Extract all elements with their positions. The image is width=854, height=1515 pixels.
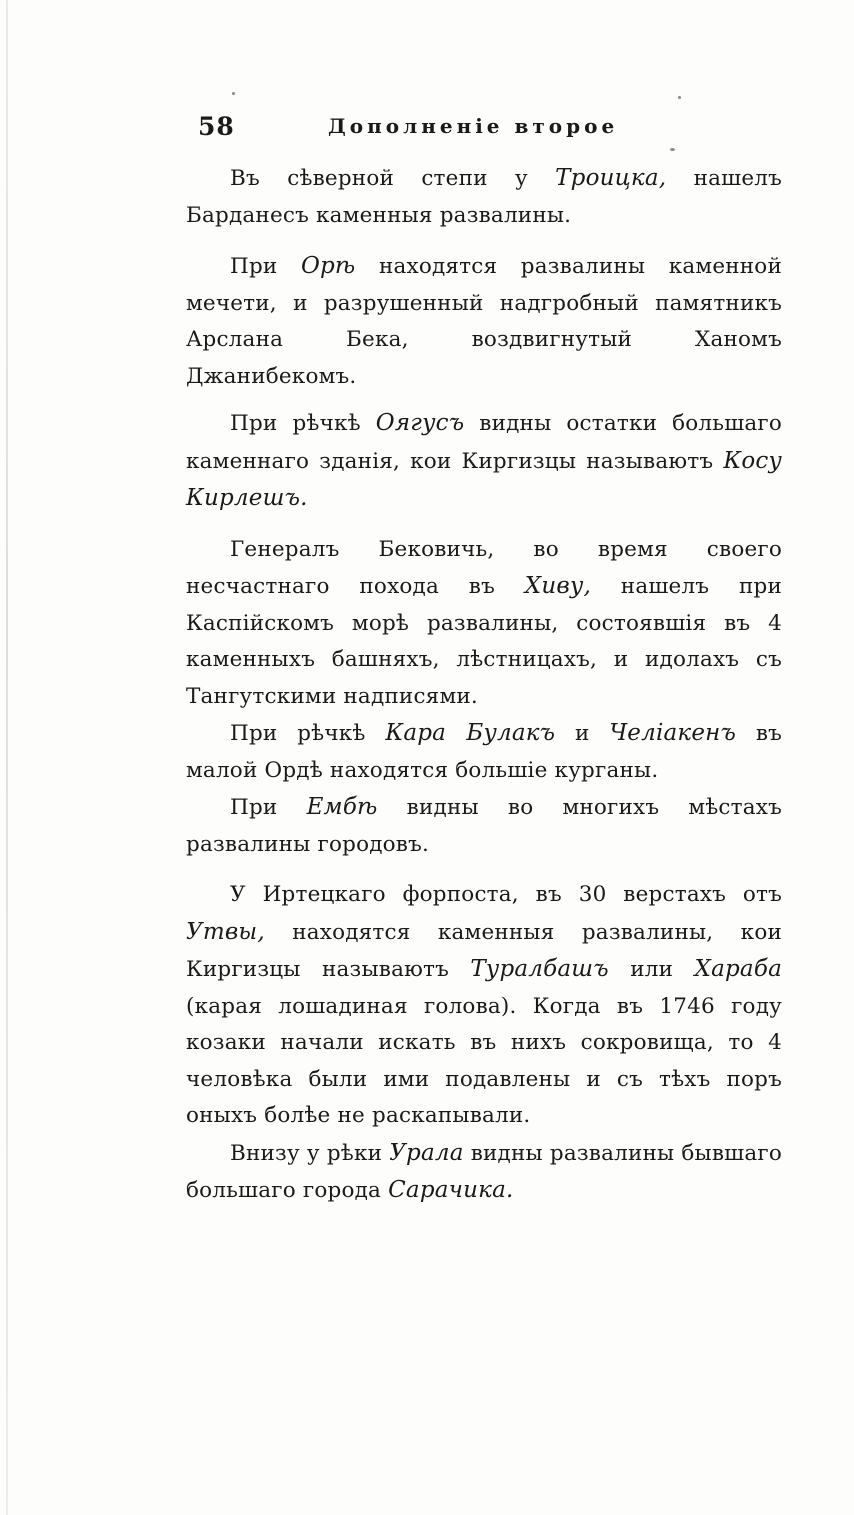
italic-place-name: Хиву, <box>524 573 591 599</box>
ink-speck <box>678 96 681 99</box>
italic-place-name: Хараба <box>694 956 782 982</box>
ink-speck <box>670 148 675 151</box>
italic-place-name: Оягусъ <box>375 410 465 436</box>
text-run: Въ сѣверной степи у <box>230 166 556 191</box>
ink-speck <box>232 92 235 95</box>
text-run: При <box>230 254 301 279</box>
italic-place-name: Косу Кирлешъ. <box>186 447 782 511</box>
paragraph <box>186 405 782 518</box>
italic-place-name: Орѣ <box>300 253 356 279</box>
paragraph <box>186 1135 782 1210</box>
italic-place-name: Кара Булакъ <box>385 720 556 746</box>
italic-place-name: Урала <box>389 1139 464 1166</box>
text-run: нашелъ Барданесъ каменныя развалины. <box>186 166 782 228</box>
text-run: Внизу у рѣки <box>230 1140 390 1166</box>
italic-place-name: Троицка, <box>555 165 667 191</box>
running-head <box>198 108 658 148</box>
text-run: видны развалины бывшаго большаго города <box>186 1140 782 1203</box>
text-run: У Иртецкаго форпоста, въ 30 верстахъ отъ <box>230 882 782 907</box>
text-run: Генералъ Бековичь, во время своего несчастнаго похода въ <box>186 536 782 599</box>
text-run: При рѣчкѣ <box>230 411 376 436</box>
text-run: видны во многихъ мѣстахъ развалины городовъ. <box>186 795 782 857</box>
italic-place-name: Челіакенъ <box>609 720 737 746</box>
text-run: При рѣчкѣ <box>230 721 386 746</box>
text-run: нашелъ при Каспійскомъ морѣ развалины, состоявшія въ 4 каменныхъ башняхъ, лѣстницахъ, и идолахъ съ Тангутскими надписями. <box>186 574 782 709</box>
text-run: При <box>230 795 307 820</box>
italic-place-name: Ембѣ <box>306 794 378 820</box>
text-run: (карая лошадиная голова). Когда въ 1746 году козаки начали искать въ нихъ сокровища, то 4 человѣка были ими подавлены и съ тѣхъ поръ оныхъ болѣе не раскапывали. <box>186 993 782 1128</box>
text-run: видны остатки большаго каменнаго зданія, кои Киргизцы называютъ <box>186 411 783 474</box>
text-run: и <box>555 721 610 746</box>
body-text <box>186 160 782 1210</box>
page-number: 58 <box>198 112 235 141</box>
italic-place-name: Утвы, <box>186 918 265 945</box>
italic-place-name: Сарачика. <box>388 1177 514 1203</box>
text-run: находятся каменныя развалины, кои Киргизцы называютъ <box>186 919 782 982</box>
text-run: находятся развалины каменной мечети, и разрушенный надгробный памятникъ Арслана Бека, воздвигнутый Ханомъ Джанибекомъ. <box>186 254 782 389</box>
paragraph <box>186 160 782 234</box>
paragraph <box>186 715 782 789</box>
text-run: въ малой Ордѣ находятся большіе курганы. <box>186 721 783 783</box>
text-run: или <box>608 957 695 982</box>
italic-place-name: Туралбашъ <box>470 956 609 982</box>
running-head-title: Дополненіе второе <box>328 114 619 138</box>
paragraph <box>186 532 782 716</box>
paragraph <box>186 789 782 863</box>
paragraph <box>186 248 782 395</box>
paragraph <box>186 877 782 1135</box>
binding-gutter <box>6 0 8 1515</box>
